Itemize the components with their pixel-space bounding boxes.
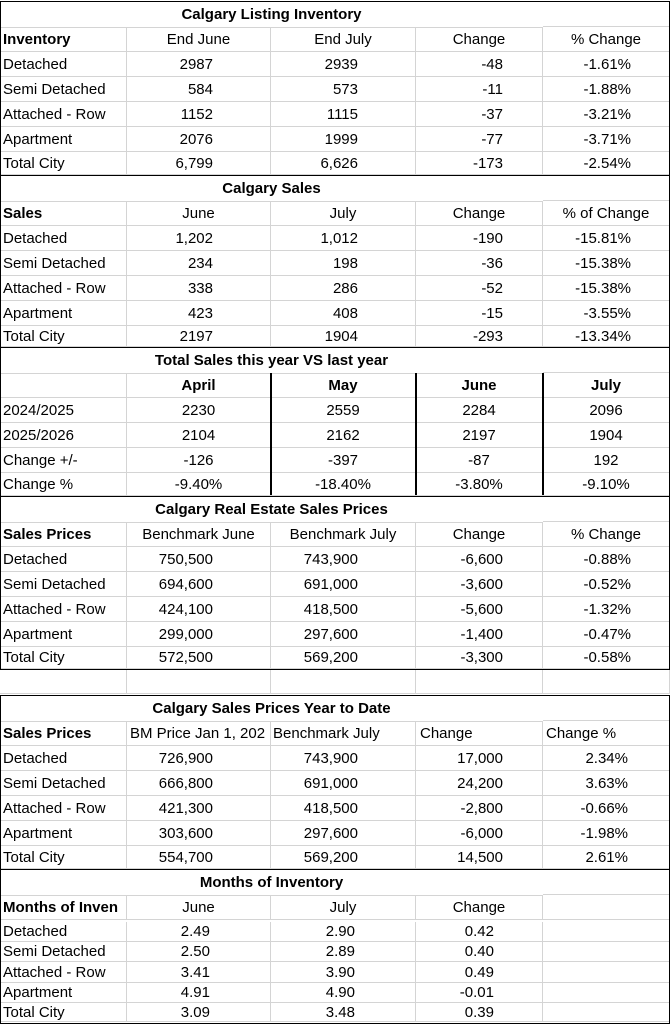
table-row — [0, 821, 670, 846]
column-header[interactable]: May — [271, 373, 416, 398]
table-cell[interactable]: -1,400 — [416, 622, 543, 647]
yoy-header-row — [0, 373, 670, 398]
table-cell[interactable]: 4.91 — [127, 983, 271, 1003]
ytd-title-row — [0, 696, 670, 721]
column-header[interactable]: End July — [271, 27, 416, 52]
prices-title-row — [0, 497, 670, 522]
table-cell[interactable]: -6,000 — [416, 821, 543, 846]
column-divider — [270, 373, 272, 495]
sales-title: Calgary Sales — [0, 176, 543, 202]
column-header[interactable]: July — [543, 373, 670, 398]
table-cell[interactable]: 572,500 — [127, 647, 271, 669]
row-label[interactable]: 2025/2026 — [0, 423, 127, 448]
table-cell[interactable]: -15.81% — [543, 226, 670, 251]
table-cell[interactable]: -0.01 — [416, 983, 543, 1003]
empty-cell — [543, 348, 670, 373]
table-cell[interactable]: -11 — [416, 77, 543, 102]
column-header[interactable]: Months of Inven — [0, 895, 127, 920]
table-cell[interactable]: 299,000 — [127, 622, 271, 647]
row-label[interactable]: Total City — [0, 152, 127, 175]
table-cell[interactable]: 2197 — [416, 423, 543, 448]
row-label[interactable]: 2024/2025 — [0, 398, 127, 423]
table-cell[interactable]: 17,000 — [416, 746, 543, 771]
column-header[interactable]: June — [127, 895, 271, 920]
table-cell[interactable]: 750,500 — [127, 547, 271, 572]
table-cell[interactable]: 6,626 — [271, 152, 416, 175]
table-cell[interactable]: -190 — [416, 226, 543, 251]
table-cell[interactable]: 297,600 — [271, 622, 416, 647]
row-label[interactable]: Total City — [0, 326, 127, 347]
column-header[interactable]: Sales — [0, 201, 127, 226]
table-cell[interactable] — [543, 1003, 670, 1022]
table-cell[interactable]: 424,100 — [127, 597, 271, 622]
table-cell[interactable]: 1152 — [127, 102, 271, 127]
table-cell[interactable]: -15.38% — [543, 251, 670, 276]
column-header[interactable]: Inventory — [0, 27, 127, 52]
moi-title-row — [0, 870, 670, 895]
table-cell[interactable]: 2.90 — [271, 922, 416, 942]
table-cell[interactable] — [543, 983, 670, 1003]
table-row — [0, 746, 670, 771]
table-row — [0, 547, 670, 572]
table-cell[interactable]: 743,900 — [271, 547, 416, 572]
table-cell[interactable]: -0.88% — [543, 547, 670, 572]
table-cell[interactable]: 0.42 — [416, 922, 543, 942]
column-header[interactable]: Benchmark July — [271, 721, 416, 746]
table-cell[interactable]: 2076 — [127, 127, 271, 152]
table-row — [0, 473, 670, 496]
table-cell[interactable]: 554,700 — [127, 846, 271, 869]
table-cell[interactable]: 24,200 — [416, 771, 543, 796]
table-cell[interactable]: -18.40% — [271, 473, 416, 496]
empty-cell — [543, 696, 670, 721]
table-cell[interactable]: 297,600 — [271, 821, 416, 846]
column-header[interactable]: Benchmark June — [127, 522, 271, 547]
table-cell[interactable]: 418,500 — [271, 597, 416, 622]
table-cell[interactable]: 3.90 — [271, 962, 416, 983]
table-cell[interactable]: -5,600 — [416, 597, 543, 622]
table-row — [0, 983, 670, 1003]
table-cell[interactable]: 569,200 — [271, 647, 416, 669]
table-cell[interactable]: 569,200 — [271, 846, 416, 869]
row-label[interactable]: Semi Detached — [0, 572, 127, 597]
row-label[interactable]: Apartment — [0, 821, 127, 846]
column-header[interactable]: BM Price Jan 1, 202 — [127, 721, 271, 746]
row-label[interactable]: Attached - Row — [0, 962, 127, 983]
column-header[interactable]: Change % — [543, 721, 670, 746]
table-cell[interactable]: -15 — [416, 301, 543, 326]
table-cell[interactable]: 3.48 — [271, 1003, 416, 1022]
table-cell[interactable]: -1.88% — [543, 77, 670, 102]
table-cell[interactable]: -13.34% — [543, 326, 670, 347]
empty-cell[interactable] — [0, 670, 127, 694]
column-header[interactable]: Change — [416, 895, 543, 920]
empty-row — [0, 670, 670, 694]
table-row — [0, 622, 670, 647]
table-cell[interactable]: -52 — [416, 276, 543, 301]
column-header[interactable]: End June — [127, 27, 271, 52]
table-cell[interactable]: 694,600 — [127, 572, 271, 597]
table-cell[interactable]: 2.61% — [543, 846, 670, 869]
table-cell[interactable]: 1,012 — [271, 226, 416, 251]
listing-header-row — [0, 27, 670, 52]
table-row — [0, 251, 670, 276]
table-cell[interactable]: -9.40% — [127, 473, 271, 496]
table-cell[interactable]: 2.50 — [127, 942, 271, 962]
row-label[interactable]: Detached — [0, 547, 127, 572]
column-header[interactable] — [543, 895, 670, 920]
table-cell[interactable]: 234 — [127, 251, 271, 276]
moi-header-row — [0, 895, 670, 920]
table-cell[interactable]: -37 — [416, 102, 543, 127]
table-row — [0, 326, 670, 347]
moi-title: Months of Inventory — [0, 870, 543, 896]
table-cell[interactable]: 338 — [127, 276, 271, 301]
empty-cell[interactable] — [271, 670, 416, 694]
empty-cell — [543, 2, 670, 27]
column-header[interactable]: Change — [416, 27, 543, 52]
row-label[interactable]: Semi Detached — [0, 942, 127, 962]
table-cell[interactable]: -87 — [416, 448, 543, 473]
table-cell[interactable]: 192 — [543, 448, 670, 473]
table-cell[interactable]: -36 — [416, 251, 543, 276]
table-row — [0, 962, 670, 983]
table-cell[interactable]: -173 — [416, 152, 543, 175]
table-row — [0, 152, 670, 175]
table-row — [0, 423, 670, 448]
table-cell[interactable]: 1999 — [271, 127, 416, 152]
table-cell[interactable]: -2,800 — [416, 796, 543, 821]
ytd-title: Calgary Sales Prices Year to Date — [0, 696, 543, 722]
column-header[interactable]: Sales Prices — [0, 522, 127, 547]
empty-cell — [543, 176, 670, 201]
table-row — [0, 398, 670, 423]
table-row — [0, 942, 670, 962]
table-cell[interactable]: 573 — [271, 77, 416, 102]
column-header[interactable]: Change — [416, 201, 543, 226]
table-cell[interactable]: 2.89 — [271, 942, 416, 962]
column-header[interactable]: July — [271, 895, 416, 920]
table-cell[interactable]: 584 — [127, 77, 271, 102]
column-divider — [542, 373, 544, 495]
table-cell[interactable]: 418,500 — [271, 796, 416, 821]
table-cell[interactable]: -3.80% — [416, 473, 543, 496]
row-label[interactable]: Detached — [0, 746, 127, 771]
column-divider — [415, 373, 417, 495]
column-header[interactable]: % of Change — [543, 201, 670, 226]
table-cell[interactable]: -293 — [416, 326, 543, 347]
table-cell[interactable]: 421,300 — [127, 796, 271, 821]
empty-cell[interactable] — [543, 670, 670, 694]
table-cell[interactable]: 1904 — [543, 423, 670, 448]
row-label[interactable]: Total City — [0, 846, 127, 869]
table-cell[interactable] — [543, 942, 670, 962]
table-cell[interactable]: 2987 — [127, 52, 271, 77]
row-label[interactable]: Semi Detached — [0, 251, 127, 276]
table-cell[interactable]: 2096 — [543, 398, 670, 423]
table-cell[interactable]: -1.32% — [543, 597, 670, 622]
table-cell[interactable]: 0.40 — [416, 942, 543, 962]
table-cell[interactable]: -3,300 — [416, 647, 543, 669]
table-cell[interactable]: 14,500 — [416, 846, 543, 869]
row-label[interactable]: Apartment — [0, 622, 127, 647]
empty-cell[interactable] — [127, 670, 271, 694]
listing-title-row — [0, 2, 670, 27]
table-cell[interactable]: 1115 — [271, 102, 416, 127]
row-label[interactable]: Attached - Row — [0, 102, 127, 127]
column-header[interactable]: Benchmark July — [271, 522, 416, 547]
row-label[interactable]: Attached - Row — [0, 597, 127, 622]
table-row — [0, 276, 670, 301]
column-header[interactable]: June — [416, 373, 543, 398]
table-cell[interactable]: 286 — [271, 276, 416, 301]
table-cell[interactable]: -77 — [416, 127, 543, 152]
table-row — [0, 771, 670, 796]
table-row — [0, 52, 670, 77]
table-cell[interactable]: 666,800 — [127, 771, 271, 796]
sales-title-row — [0, 176, 670, 201]
table-cell[interactable]: -0.66% — [543, 796, 670, 821]
table-cell[interactable]: -0.52% — [543, 572, 670, 597]
table-row — [0, 846, 670, 869]
empty-cell — [543, 497, 670, 522]
table-cell[interactable]: -3.71% — [543, 127, 670, 152]
row-label[interactable]: Detached — [0, 226, 127, 251]
row-label[interactable]: Apartment — [0, 127, 127, 152]
table-cell[interactable]: 2230 — [127, 398, 271, 423]
table-cell[interactable]: 1904 — [271, 326, 416, 347]
row-label[interactable]: Semi Detached — [0, 77, 127, 102]
table-cell[interactable]: 0.39 — [416, 1003, 543, 1022]
row-label[interactable]: Attached - Row — [0, 276, 127, 301]
table-cell[interactable]: 726,900 — [127, 746, 271, 771]
table-cell[interactable]: 3.41 — [127, 962, 271, 983]
table-cell[interactable]: 2104 — [127, 423, 271, 448]
table-cell[interactable] — [543, 922, 670, 942]
table-cell[interactable]: -9.10% — [543, 473, 670, 496]
table-row — [0, 572, 670, 597]
table-cell[interactable]: 408 — [271, 301, 416, 326]
table-cell[interactable]: -1.61% — [543, 52, 670, 77]
table-row — [0, 448, 670, 473]
ytd-header-row — [0, 721, 670, 746]
listing-title: Calgary Listing Inventory — [0, 2, 543, 28]
empty-cell[interactable] — [416, 670, 543, 694]
column-header[interactable]: % Change — [543, 522, 670, 547]
table-row — [0, 226, 670, 251]
row-label[interactable]: Total City — [0, 1003, 127, 1022]
table-cell[interactable]: -397 — [271, 448, 416, 473]
yoy-title: Total Sales this year VS last year — [0, 348, 543, 374]
column-header[interactable]: % Change — [543, 27, 670, 52]
table-cell[interactable]: -0.58% — [543, 647, 670, 669]
sales-header-row — [0, 201, 670, 226]
table-cell[interactable]: 2.34% — [543, 746, 670, 771]
table-cell[interactable]: -3.21% — [543, 102, 670, 127]
table-row — [0, 127, 670, 152]
yoy-title-row — [0, 348, 670, 373]
table-row — [0, 647, 670, 669]
table-cell[interactable]: -3.55% — [543, 301, 670, 326]
table-row — [0, 922, 670, 942]
table-cell[interactable]: 6,799 — [127, 152, 271, 175]
column-header[interactable] — [0, 373, 127, 398]
table-cell[interactable]: -2.54% — [543, 152, 670, 175]
row-label[interactable]: Change % — [0, 473, 127, 496]
empty-cell — [543, 870, 670, 895]
table-row — [0, 102, 670, 127]
table-cell[interactable]: -0.47% — [543, 622, 670, 647]
prices-title: Calgary Real Estate Sales Prices — [0, 497, 543, 523]
table-cell[interactable]: -3,600 — [416, 572, 543, 597]
table-cell[interactable]: 4.90 — [271, 983, 416, 1003]
table-row — [0, 1003, 670, 1022]
table-cell[interactable]: 691,000 — [271, 572, 416, 597]
table-row — [0, 796, 670, 821]
row-label[interactable]: Change +/- — [0, 448, 127, 473]
row-label[interactable]: Total City — [0, 647, 127, 669]
table-cell[interactable]: 3.09 — [127, 1003, 271, 1022]
table-cell[interactable]: 423 — [127, 301, 271, 326]
prices-header-row — [0, 522, 670, 547]
column-header[interactable]: Change — [416, 522, 543, 547]
table-cell[interactable]: 2939 — [271, 52, 416, 77]
table-cell[interactable]: 1,202 — [127, 226, 271, 251]
table-row — [0, 77, 670, 102]
column-header[interactable]: June — [127, 201, 271, 226]
row-label[interactable]: Attached - Row — [0, 796, 127, 821]
table-cell[interactable]: 3.63% — [543, 771, 670, 796]
row-label[interactable]: Apartment — [0, 301, 127, 326]
table-cell[interactable]: 2559 — [271, 398, 416, 423]
table-cell[interactable]: -15.38% — [543, 276, 670, 301]
row-label[interactable]: Apartment — [0, 983, 127, 1003]
column-header[interactable]: July — [271, 201, 416, 226]
table-row — [0, 301, 670, 326]
row-label[interactable]: Semi Detached — [0, 771, 127, 796]
table-cell[interactable]: 198 — [271, 251, 416, 276]
column-header[interactable]: Sales Prices — [0, 721, 127, 746]
table-cell[interactable]: -48 — [416, 52, 543, 77]
table-cell[interactable] — [543, 962, 670, 983]
table-cell[interactable]: 2162 — [271, 423, 416, 448]
table-cell[interactable]: 743,900 — [271, 746, 416, 771]
row-label[interactable]: Detached — [0, 52, 127, 77]
table-cell[interactable]: 691,000 — [271, 771, 416, 796]
table-cell[interactable]: 2284 — [416, 398, 543, 423]
table-cell[interactable]: 2.49 — [127, 922, 271, 942]
table-cell[interactable]: -6,600 — [416, 547, 543, 572]
table-cell[interactable]: -1.98% — [543, 821, 670, 846]
table-row — [0, 597, 670, 622]
row-label[interactable]: Detached — [0, 922, 127, 942]
column-header[interactable]: Change — [416, 721, 543, 746]
table-cell[interactable]: -126 — [127, 448, 271, 473]
table-cell[interactable]: 303,600 — [127, 821, 271, 846]
table-cell[interactable]: 2197 — [127, 326, 271, 347]
column-header[interactable]: April — [127, 373, 271, 398]
table-cell[interactable]: 0.49 — [416, 962, 543, 983]
